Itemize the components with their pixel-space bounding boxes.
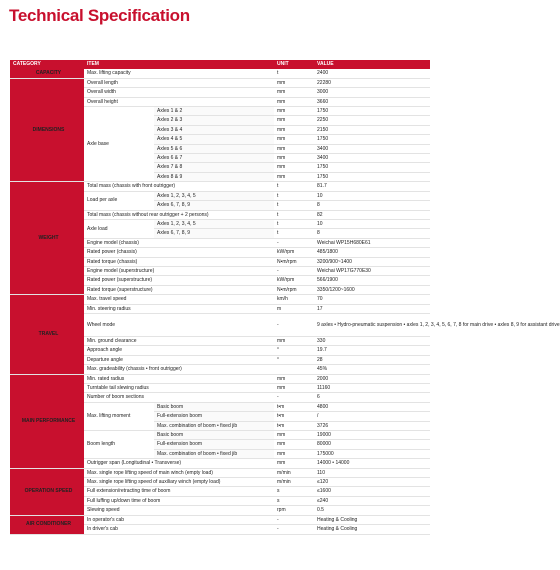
unit-cell: t•m: [274, 402, 314, 411]
category-cell: AIR CONDITIONER: [10, 515, 84, 534]
unit-cell: t: [274, 219, 314, 228]
value-cell: 14000 • 14000: [314, 459, 430, 468]
unit-cell: mm: [274, 374, 314, 383]
unit-cell: mm: [274, 384, 314, 393]
value-cell: 1750: [314, 135, 430, 144]
category-cell: DIMENSIONS: [10, 78, 84, 181]
table-row: [10, 78, 430, 87]
value-cell: 175000: [314, 449, 430, 458]
unit-cell: mm: [274, 154, 314, 163]
item-cell: Total mass (chassis without rear outrigger + 2 persons): [84, 210, 274, 219]
value-cell: 10: [314, 219, 430, 228]
value-cell: 70: [314, 295, 430, 304]
value-cell: ≤240: [314, 496, 430, 505]
spec-table: [10, 60, 560, 535]
unit-cell: mm: [274, 440, 314, 449]
item-cell: Rated power (chassis): [84, 248, 274, 257]
value-cell: 45%: [314, 365, 430, 374]
unit-cell: t: [274, 69, 314, 78]
item-cell: Turntable tail slewing radius: [84, 384, 274, 393]
value-cell: 11160: [314, 384, 430, 393]
table-header-row: [10, 60, 430, 69]
item-cell: Full extension/retracting time of boom: [84, 487, 274, 496]
item-cell: Engine model (superstructure): [84, 266, 274, 275]
unit-cell: mm: [274, 107, 314, 116]
item-cell: Slewing speed: [84, 506, 274, 515]
unit-cell: kW/rpm: [274, 248, 314, 257]
item-cell: Departure angle: [84, 355, 274, 364]
unit-cell: mm: [274, 116, 314, 125]
sub-item-cell: Axles 1, 2, 3, 4, 5: [154, 219, 274, 228]
value-cell: 81.7: [314, 182, 430, 191]
sub-item-cell: Axles 1, 2, 3, 4, 5: [154, 191, 274, 200]
value-cell: 28: [314, 355, 430, 364]
unit-cell: °: [274, 355, 314, 364]
unit-cell: -: [274, 313, 314, 336]
unit-cell: km/h: [274, 295, 314, 304]
value-cell: 3400: [314, 154, 430, 163]
item-cell: Max. single rope lifting speed of main winch (empty load): [84, 468, 274, 477]
sub-item-cell: Axles 6, 7, 8, 9: [154, 229, 274, 238]
table-row: [10, 468, 430, 477]
value-cell: 22280: [314, 78, 430, 87]
unit-cell: mm: [274, 88, 314, 97]
value-cell: 2400: [314, 69, 430, 78]
unit-cell: N•m/rpm: [274, 285, 314, 294]
item-cell: Rated torque (superstructure): [84, 285, 274, 294]
value-cell: 1750: [314, 172, 430, 181]
item-cell: Min. steering radius: [84, 304, 274, 313]
category-cell: TRAVEL: [10, 295, 84, 374]
unit-cell: mm: [274, 336, 314, 345]
value-cell: 110: [314, 468, 430, 477]
value-cell: 2000: [314, 374, 430, 383]
item-cell: Min. rated radius: [84, 374, 274, 383]
value-cell: 8: [314, 229, 430, 238]
unit-cell: mm: [274, 125, 314, 134]
item-group-cell: Axle base: [84, 107, 154, 182]
sub-item-cell: Basic boom: [154, 402, 274, 411]
sub-item-cell: Full-extension boom: [154, 440, 274, 449]
unit-cell: -: [274, 525, 314, 534]
value-cell: 0.5: [314, 506, 430, 515]
sub-item-cell: Full-extension boom: [154, 412, 274, 421]
value-cell: ≤120: [314, 478, 430, 487]
table-row: [10, 295, 430, 304]
header-item: ITEM: [84, 60, 274, 69]
unit-cell: rpm: [274, 506, 314, 515]
item-cell: In driver's cab: [84, 525, 274, 534]
value-cell: 19000: [314, 431, 430, 440]
unit-cell: mm: [274, 172, 314, 181]
table-row: [10, 515, 430, 524]
unit-cell: mm: [274, 135, 314, 144]
sub-item-cell: Axles 5 & 6: [154, 144, 274, 153]
item-cell: Overall width: [84, 88, 274, 97]
unit-cell: kW/rpm: [274, 276, 314, 285]
unit-cell: t: [274, 182, 314, 191]
value-cell: 2150: [314, 125, 430, 134]
unit-cell: mm: [274, 449, 314, 458]
item-cell: Approach angle: [84, 346, 274, 355]
value-cell: 82: [314, 210, 430, 219]
value-cell: /: [314, 412, 430, 421]
unit-cell: m/min: [274, 468, 314, 477]
item-cell: Max. lifting capacity: [84, 69, 274, 78]
value-cell: 80000: [314, 440, 430, 449]
sub-item-cell: Basic boom: [154, 431, 274, 440]
unit-cell: -: [274, 266, 314, 275]
unit-cell: -: [274, 238, 314, 247]
value-cell: ≤1600: [314, 487, 430, 496]
unit-cell: mm: [274, 459, 314, 468]
sub-item-cell: Axles 6 & 7: [154, 154, 274, 163]
sub-item-cell: Axles 8 & 9: [154, 172, 274, 181]
value-cell: 10: [314, 191, 430, 200]
table-row: [10, 374, 430, 383]
value-cell: Weichai WP17G770E30: [314, 266, 430, 275]
value-cell: 3400: [314, 144, 430, 153]
value-cell: 9 axles • Hydro-pneumatic suspension • axles 1, 2, 3, 4, 5, 6, 7, 8 for main drive • axles 8, 9 for assistant drive: [314, 313, 430, 336]
header-unit: UNIT: [274, 60, 314, 69]
item-cell: Rated power (superstructure): [84, 276, 274, 285]
page-title: Technical Specification: [9, 6, 190, 25]
value-cell: 3350/1200~1600: [314, 285, 430, 294]
value-cell: 3726: [314, 421, 430, 430]
value-cell: 566/1900: [314, 276, 430, 285]
item-cell: Full luffing up/down time of boom: [84, 496, 274, 505]
unit-cell: m/min: [274, 478, 314, 487]
unit-cell: s: [274, 496, 314, 505]
unit-cell: t: [274, 210, 314, 219]
unit-cell: t•m: [274, 421, 314, 430]
category-cell: MAIN PERFORMANCE: [10, 374, 84, 468]
value-cell: Heating & Cooling: [314, 525, 430, 534]
item-cell: Max. gradeability (chassis • front outrigger): [84, 365, 274, 374]
unit-cell: t•m: [274, 412, 314, 421]
value-cell: 3000: [314, 88, 430, 97]
category-cell: OPERATION SPEED: [10, 468, 84, 515]
unit-cell: t: [274, 201, 314, 210]
value-cell: 1750: [314, 107, 430, 116]
value-cell: 3200/900~1400: [314, 257, 430, 266]
table-row: [10, 69, 430, 78]
sub-item-cell: Axles 3 & 4: [154, 125, 274, 134]
value-cell: 6: [314, 393, 430, 402]
sub-item-cell: Axles 4 & 5: [154, 135, 274, 144]
value-cell: Weichai WP15H680E61: [314, 238, 430, 247]
unit-cell: mm: [274, 431, 314, 440]
item-group-cell: Boom length: [84, 431, 154, 459]
item-cell: Total mass (chassis with front outrigger): [84, 182, 274, 191]
unit-cell: [274, 365, 314, 374]
unit-cell: mm: [274, 163, 314, 172]
unit-cell: N•m/rpm: [274, 257, 314, 266]
unit-cell: m: [274, 304, 314, 313]
value-cell: 1750: [314, 163, 430, 172]
item-cell: Max. travel speed: [84, 295, 274, 304]
header-category: CATEGORY: [10, 60, 84, 69]
unit-cell: -: [274, 393, 314, 402]
item-cell: Wheel mode: [84, 313, 274, 336]
unit-cell: t: [274, 191, 314, 200]
item-cell: Number of boom sections: [84, 393, 274, 402]
category-cell: WEIGHT: [10, 182, 84, 295]
category-cell: CAPACITY: [10, 69, 84, 78]
sub-item-cell: Axles 6, 7, 8, 9: [154, 201, 274, 210]
sub-item-cell: Max. combination of boom • fixed jib: [154, 421, 274, 430]
spec-body: [10, 69, 560, 534]
unit-cell: -: [274, 515, 314, 524]
sub-item-cell: Max. combination of boom • fixed jib: [154, 449, 274, 458]
item-cell: Overall length: [84, 78, 274, 87]
value-cell: 330: [314, 336, 430, 345]
value-cell: 8: [314, 201, 430, 210]
header-value: VALUE: [314, 60, 430, 69]
value-cell: 3660: [314, 97, 430, 106]
item-cell: Overall height: [84, 97, 274, 106]
value-cell: 4800: [314, 402, 430, 411]
sub-item-cell: Axles 2 & 3: [154, 116, 274, 125]
unit-cell: mm: [274, 78, 314, 87]
item-cell: In operator's cab: [84, 515, 274, 524]
unit-cell: s: [274, 487, 314, 496]
value-cell: 17: [314, 304, 430, 313]
item-group-cell: Load per axle: [84, 191, 154, 210]
unit-cell: mm: [274, 144, 314, 153]
value-cell: Heating & Cooling: [314, 515, 430, 524]
value-cell: 2250: [314, 116, 430, 125]
sub-item-cell: Axles 7 & 8: [154, 163, 274, 172]
item-cell: Max. single rope lifting speed of auxiliary winch (empty load): [84, 478, 274, 487]
sub-item-cell: Axles 1 & 2: [154, 107, 274, 116]
item-cell: Min. ground clearance: [84, 336, 274, 345]
unit-cell: mm: [274, 97, 314, 106]
item-cell: Rated torque (chassis): [84, 257, 274, 266]
item-group-cell: Axle load: [84, 219, 154, 238]
item-cell: Outrigger span (Longitudinal • Transverse): [84, 459, 274, 468]
item-group-cell: Max. lifting moment: [84, 402, 154, 430]
unit-cell: t: [274, 229, 314, 238]
item-cell: Engine model (chassis): [84, 238, 274, 247]
unit-cell: °: [274, 346, 314, 355]
value-cell: 485/1800: [314, 248, 430, 257]
value-cell: 19.7: [314, 346, 430, 355]
table-row: [10, 182, 430, 191]
